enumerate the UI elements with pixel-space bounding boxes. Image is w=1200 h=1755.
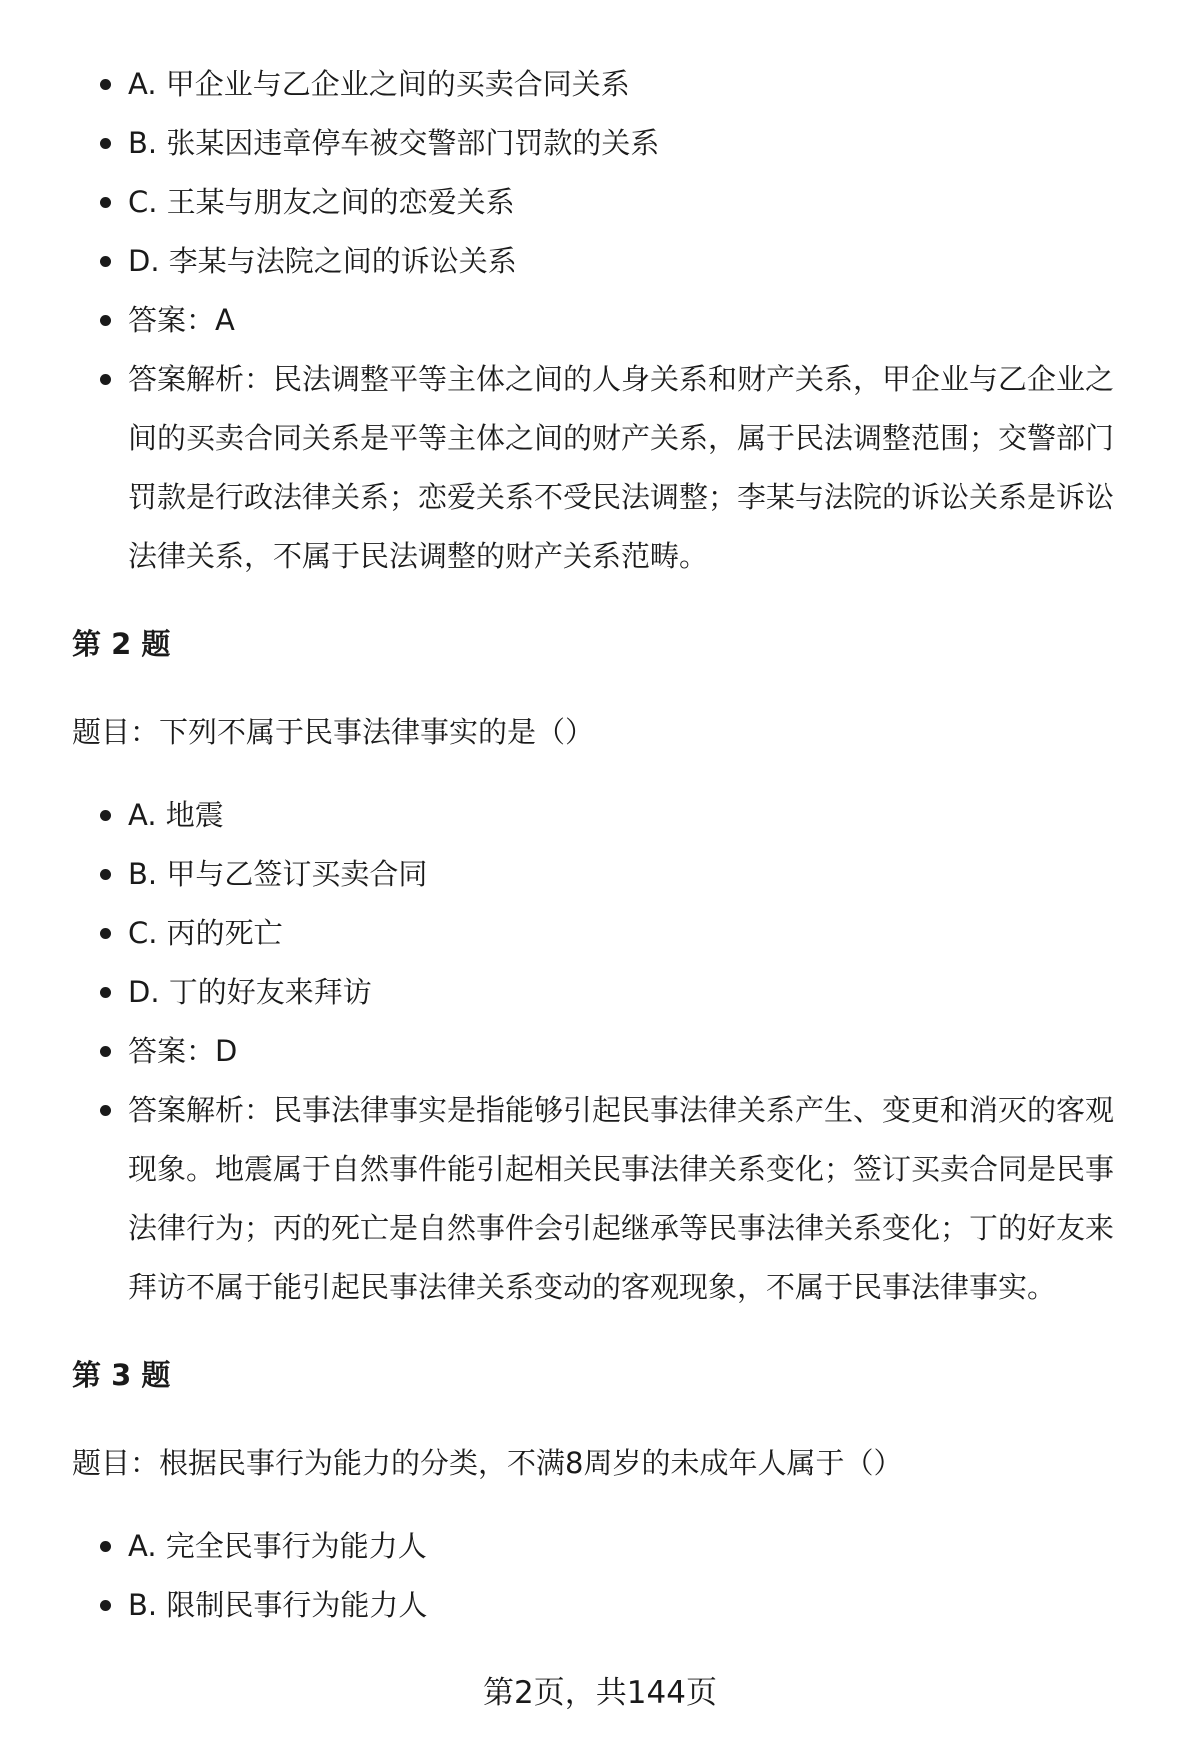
explanation-text: 答案解析：民法调整平等主体之间的人身关系和财产关系，甲企业与乙企业之间的买卖合同关系是平等主体之间的财产关系，属于民法调整范围；交警部门罚款是行政法律关系；恋爱关系不受民法调整；李某与法院的诉讼关系是诉讼法律关系，不属于民法调整的财产关系范畴。 [128,362,1115,573]
bullet-icon [100,810,111,821]
list-item [72,173,1142,232]
question-heading: 第 3 题 [72,1358,171,1392]
option-text: B. 张某因违章停车被交警部门罚款的关系 [128,126,660,160]
option-text: A. 甲企业与乙企业之间的买卖合同关系 [128,67,630,101]
list-item [72,1517,1142,1576]
answer-text: 答案：D [128,1034,238,1068]
q2-option-list [72,786,1142,1317]
list-item [72,1022,1142,1081]
q3-option-list [72,1517,1142,1635]
list-item [72,114,1142,173]
list-item [72,963,1142,1022]
bullet-icon [100,1541,111,1552]
option-text: D. 丁的好友来拜访 [128,975,372,1009]
option-text: D. 李某与法院之间的诉讼关系 [128,244,517,278]
list-item [72,1081,1142,1317]
bullet-icon [100,869,111,880]
option-text: A. 地震 [128,798,224,832]
bullet-icon [100,1046,111,1057]
list-item [72,1576,1142,1635]
bullet-icon [100,197,111,208]
explanation-text: 答案解析：民事法律事实是指能够引起民事法律关系产生、变更和消灭的客观现象。地震属于自然事件能引起相关民事法律关系变化；签订买卖合同是民事法律行为；丙的死亡是自然事件会引起继承等民事法律关系变化；丁的好友来拜访不属于能引起民事法律关系变动的客观现象，不属于民事法律事实。 [128,1093,1115,1304]
list-item [72,350,1142,586]
bullet-icon [100,138,111,149]
list-item [72,291,1142,350]
question-2 [72,624,1142,1317]
bullet-icon [100,987,111,998]
bullet-icon [100,928,111,939]
bullet-icon [100,1600,111,1611]
list-item [72,786,1142,845]
document-page [72,55,1142,1635]
question-3 [72,1355,1142,1635]
page-footer: 第2页，共144页 [483,1675,717,1711]
bullet-icon [100,79,111,90]
question-text: 题目：下列不属于民事法律事实的是（） [72,715,595,749]
option-text: C. 王某与朋友之间的恋爱关系 [128,185,515,219]
bullet-icon [100,374,111,385]
bullet-icon [100,315,111,326]
question-heading: 第 2 题 [72,627,171,661]
option-text: B. 限制民事行为能力人 [128,1588,428,1622]
list-item [72,232,1142,291]
q1-option-list [72,55,1142,586]
option-text: B. 甲与乙签订买卖合同 [128,857,428,891]
option-text: C. 丙的死亡 [128,916,283,950]
answer-text: 答案：A [128,303,235,337]
list-item [72,55,1142,114]
bullet-icon [100,1105,111,1116]
question-text: 题目：根据民事行为能力的分类，不满8周岁的未成年人属于（） [72,1446,903,1480]
list-item [72,845,1142,904]
bullet-icon [100,256,111,267]
list-item [72,904,1142,963]
option-text: A. 完全民事行为能力人 [128,1529,427,1563]
